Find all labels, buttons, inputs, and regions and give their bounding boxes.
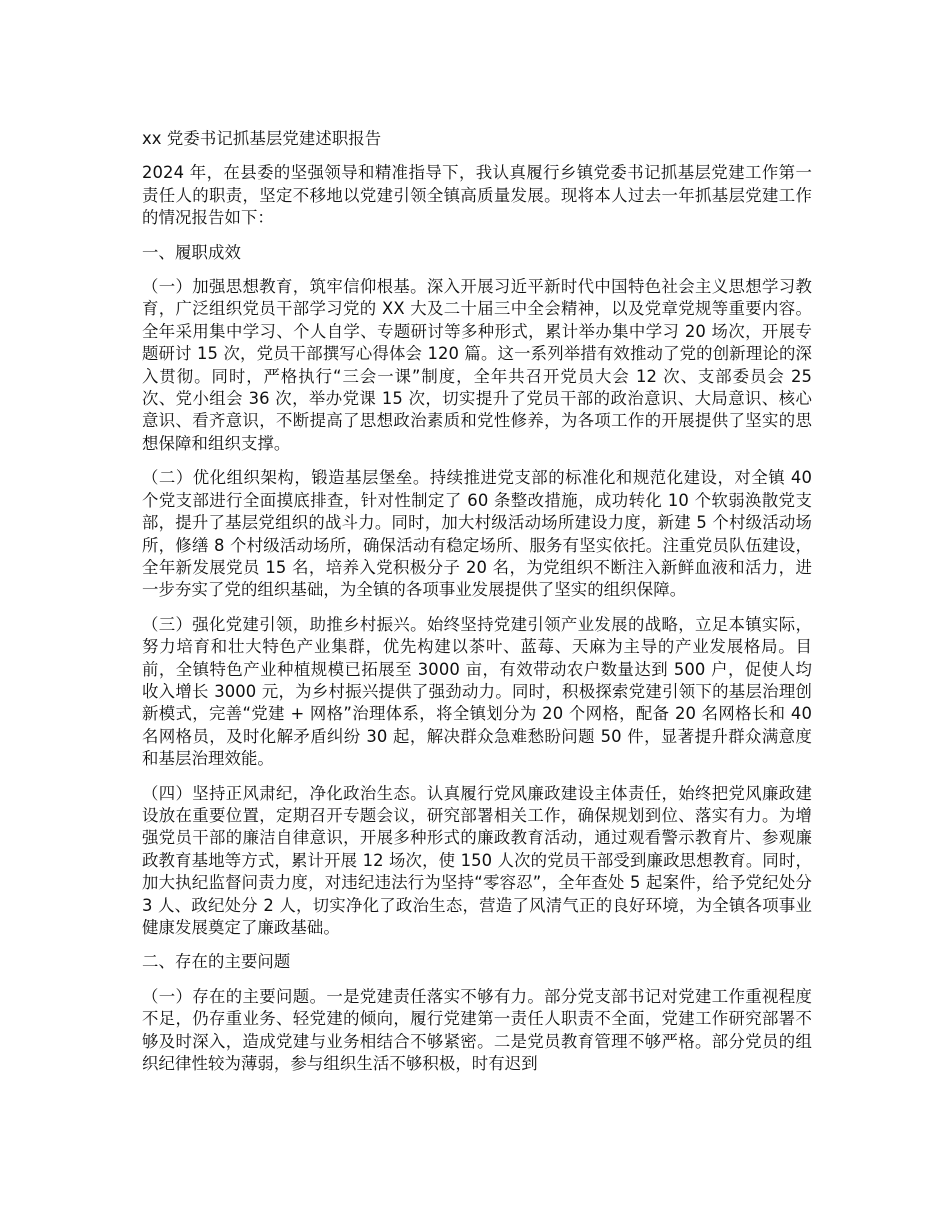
document-page (142, 128, 812, 1087)
paragraph-main-problems: （一）存在的主要问题。一是党建责任落实不够有力。部分党支部书记对党建工作重视程度不足，仍存重业务、轻党建的倾向，履行党建第一责任人职责不全面，党建工作研究部署不够及时深入，造成党建与业务相结合不够紧密。二是党员教育管理不够严格。部分党员的组织纪律性较为薄弱，参与组织生活不够积极，时有迟到 (142, 986, 812, 1074)
section-heading-problems: 二、存在的主要问题 (142, 952, 291, 972)
paragraph-organization-structure: （二）优化组织架构，锻造基层堡垒。持续推进党支部的标准化和规范化建设，对全镇 40 个党支部进行全面摸底排查，针对性制定了 60 条整改措施，成功转化 10 个软弱涣散党支部，提升了基层党组织的战斗力。同时，加大村级活动场所建设力度，新建 5 个村级活动场所，修缮 8 个村级活动场所，确保活动有稳定场所、服务有坚实依托。注重党员队伍建设，全年新发展党员 15 名，培养入党积极分子 20 名，为党组织不断注入新鲜血液和活力，进一步夯实了党的组织基础，为全镇的各项事业发展提供了坚实的组织保障。 (142, 468, 812, 600)
paragraph-rural-revitalization: （三）强化党建引领，助推乡村振兴。始终坚持党建引领产业发展的战略，立足本镇实际，努力培育和壮大特色产业集群，优先构建以茶叶、蓝莓、天麻为主导的产业发展格局。目前，全镇特色产业种植规模已拓展至 3000 亩，有效带动农户数量达到 500 户，促使人均收入增长 3000 元，为乡村振兴提供了强劲动力。同时，积极探索党建引领下的基层治理创新模式，完善“党建 + 网格”治理体系，将全镇划分为 20 个网格，配备 20 名网格长和 40 名网格员，及时化解矛盾纠纷 30 起，解决群众急难愁盼问题 50 件，显著提升群众满意度和基层治理效能。 (142, 614, 812, 769)
paragraph-ideological-education: （一）加强思想教育，筑牢信仰根基。深入开展习近平新时代中国特色社会主义思想学习教育，广泛组织党员干部学习党的 XX 大及二十届三中全会精神，以及党章党规等重要内容。全年采用集中学习、个人自学、专题研讨等多种形式，累计举办集中学习 20 场次，开展专题研讨 15 次，党员干部撰写心得体会 120 篇。这一系列举措有效推动了党的创新理论的深入贯彻。同时，严格执行“三会一课”制度，全年共召开党员大会 12 次、支部委员会 25 次、党小组会 36 次，举办党课 15 次，切实提升了党员干部的政治意识、大局意识、核心意识、看齐意识，不断提高了思想政治素质和党性修养，为各项工作的开展提供了坚实的思想保障和组织支撑。 (142, 277, 812, 453)
section-heading-performance: 一、履职成效 (142, 242, 241, 262)
document-title: xx 党委书记抓基层党建述职报告 (142, 129, 382, 148)
paragraph-discipline: （四）坚持正风肃纪，净化政治生态。认真履行党风廉政建设主体责任，始终把党风廉政建设放在重要位置，定期召开专题会议，研究部署相关工作，确保规划到位、落实有力。为增强党员干部的廉洁自律意识，开展多种形式的廉政教育活动，通过观看警示教育片、参观廉政教育基地等方式，累计开展 12 场次，使 150 人次的党员干部受到廉政思想教育。同时，加大执纪监督问责力度，对违纪违法行为坚持“零容忍”，全年查处 5 起案件，给予党纪处分 3 人、政纪处分 2 人，切实净化了政治生态，营造了风清气正的良好环境，为全镇各项事业健康发展奠定了廉政基础。 (142, 783, 812, 937)
intro-paragraph: 2024 年，在县委的坚强领导和精准指导下，我认真履行乡镇党委书记抓基层党建工作第一责任人的职责，坚定不移地以党建引领全镇高质量发展。现将本人过去一年抓基层党建工作的情况报告如下： (142, 163, 812, 228)
